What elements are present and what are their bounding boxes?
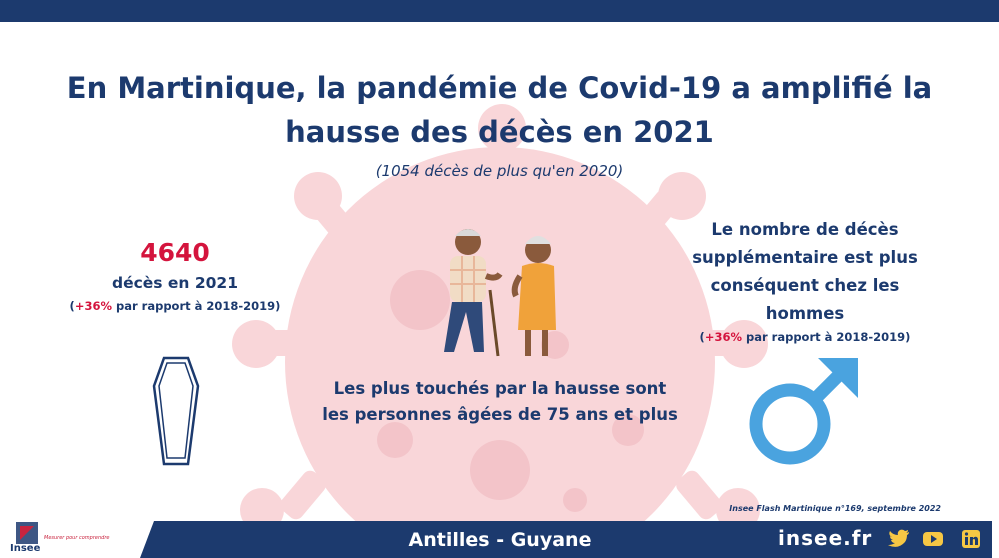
coffin-icon xyxy=(150,356,202,466)
twitter-icon[interactable] xyxy=(888,529,910,549)
insee-tagline: Mesurer pour comprendre xyxy=(44,535,110,541)
deaths-count: 4640 xyxy=(140,238,210,267)
deaths-stat xyxy=(60,238,290,313)
youtube-icon[interactable] xyxy=(922,529,944,549)
men-stat xyxy=(680,216,930,344)
subtitle: (1054 décès de plus qu'en 2020) xyxy=(375,162,624,180)
linkedin-icon[interactable] xyxy=(960,529,982,549)
men-increase: (+36% par rapport à 2018-2019) xyxy=(699,330,911,344)
insee-logo-text: Insee xyxy=(10,543,41,554)
insee-site-link[interactable]: insee.fr xyxy=(778,526,873,550)
deaths-label: décès en 2021 xyxy=(111,274,238,292)
seniors-couple-icon xyxy=(430,220,570,365)
deaths-increase-pct: +36% xyxy=(74,299,112,313)
men-increase-pct: +36% xyxy=(704,330,742,344)
men-stat-text: Le nombre de décès supplémentaire est plus conséquent chez les hommes xyxy=(692,220,918,323)
page-title: En Martinique, la pandémie de Covid-19 a amplifié la hausse des décès en 2021 xyxy=(66,71,933,149)
male-symbol-icon xyxy=(744,352,864,472)
region-label: Antilles - Guyane xyxy=(408,529,592,551)
deaths-increase: (+36% par rapport à 2018-2019) xyxy=(69,299,281,313)
source-note: Insee Flash Martinique n°169, septembre 2022 xyxy=(729,504,941,513)
elderly-impact-text: Les plus touchés par la hausse sont les personnes âgées de 75 ans et plus xyxy=(322,379,678,424)
